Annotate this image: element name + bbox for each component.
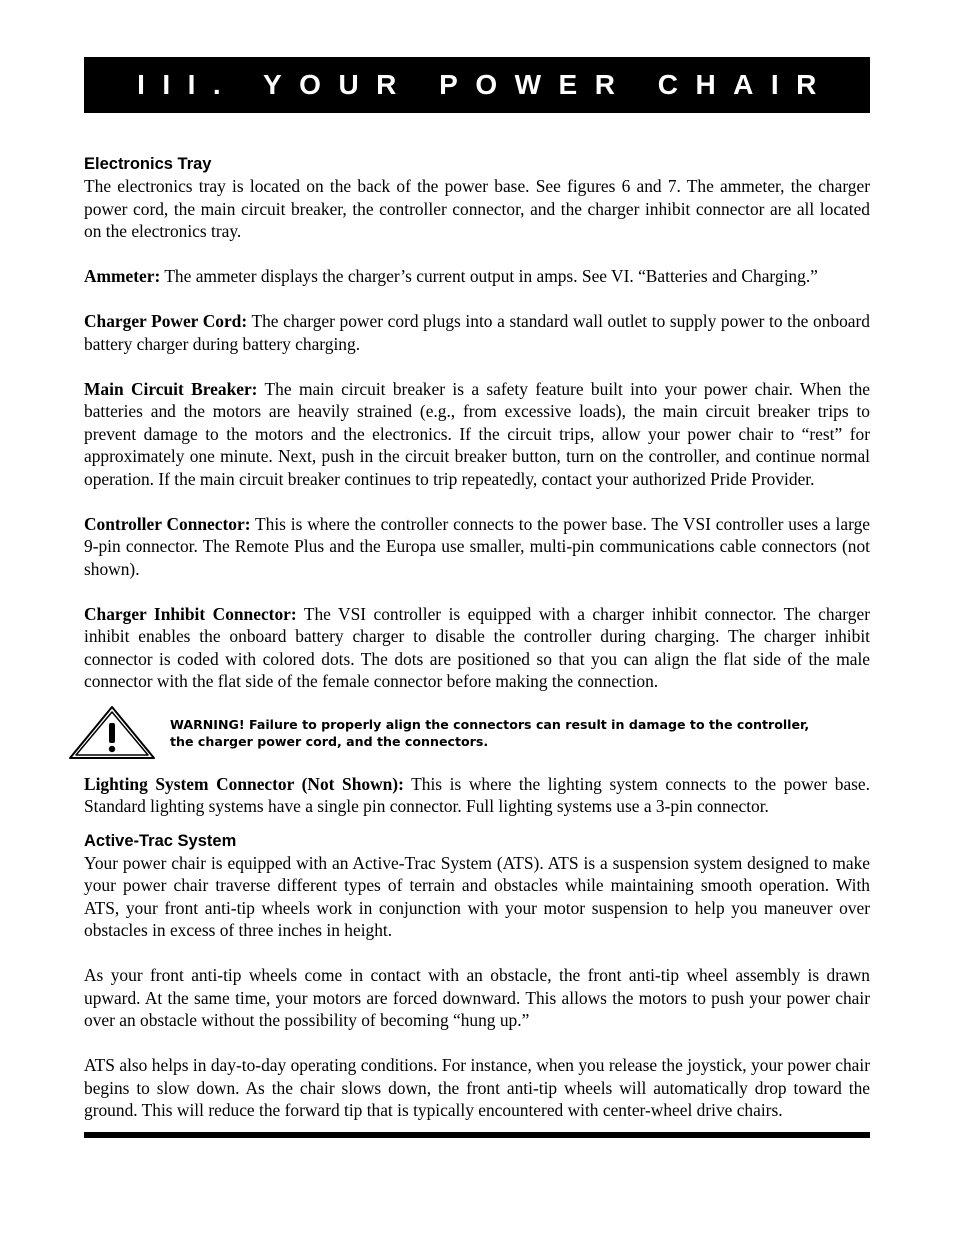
lighting-system-connector-paragraph: Lighting System Connector (Not Shown): This is where the lighting system connects to the power base. Standard lighting systems have a single pin connector. Full lighting systems use a 3-pin connector. [84, 773, 870, 816]
controller-connector-paragraph: Controller Connector: This is where the controller connects to the power base. The VSI controller uses a large 9-pin connector. The Remote Plus and the Europa use smaller, multi-pin communications cable connectors (not shown). [84, 513, 870, 579]
warning-box [84, 705, 870, 761]
ats-paragraph-3: ATS also helps in day-to-day operating conditions. For instance, when you release the joystick, your power chair begins to slow down. As the chair slows down, the front anti-tip wheels will automatically drop toward the ground. This will reduce the forward tip that is typically encountered with center-wheel drive chairs. [84, 1055, 870, 1120]
ammeter-paragraph: Ammeter: The ammeter displays the charger’s current output in amps. See VI. “Batteries and Charging.” [84, 266, 818, 286]
section-title: III. YOUR POWER CHAIR [137, 69, 834, 100]
charger-inhibit-connector-paragraph: Charger Inhibit Connector: The VSI controller is equipped with a charger inhibit connector. The charger inhibit enables the onboard battery charger to disable the controller during charging. The charger inhibit connector is coded with colored dots. The dots are positioned so that you can align the flat side of the male connector with the flat side of the female connector before making the connection. [84, 603, 870, 691]
ats-paragraph-1: Your power chair is equipped with an Active-Trac System (ATS). ATS is a suspension system designed to make your power chair traverse different types of terrain and obstacles while maintaining smooth operation. With ATS, your front anti-tip wheels work in conjunction with your motor suspension to help you maneuver over obstacles in excess of three inches in height. [84, 852, 870, 940]
electronics-tray-intro: The electronics tray is located on the back of the power base. See figures 6 and 7. The ammeter, the charger power cord, the main circuit breaker, the controller connector, and the charger inhibit connector are all located on the electronics tray. [84, 176, 870, 241]
main-circuit-breaker-paragraph: Main Circuit Breaker: The main circuit breaker is a safety feature built into your power chair. When the batteries and the motors are heavily strained (e.g., from excessive loads), the main circuit breaker trips to prevent damage to the motors and the electronics. If the circuit trips, allow your power chair to “rest” for approximately one minute. Next, push in the circuit breaker button, turn on the controller, and continue normal operation. If the main circuit breaker continues to trip repeatedly, contact your authorized Pride Provider. [84, 378, 871, 489]
warning-triangle-icon [68, 705, 156, 761]
manual-page [84, 57, 870, 1138]
electronics-tray-heading: Electronics Tray [84, 155, 212, 173]
bottom-rule [84, 1132, 870, 1138]
charger-power-cord-paragraph: Charger Power Cord: The charger power cord plugs into a standard wall outlet to supply power to the onboard battery charger during battery charging. [84, 311, 870, 354]
section-banner [84, 57, 870, 113]
ats-paragraph-2: As your front anti-tip wheels come in contact with an obstacle, the front anti-tip wheel assembly is drawn upward. At the same time, your motors are forced downward. This allows the motors to push your power chair over an obstacle without the possibility of becoming “hung up.” [84, 965, 870, 1030]
warning-text: WARNING! Failure to properly align the connectors can result in damage to the controller, the charger power cord, and the connectors. [170, 716, 810, 749]
active-trac-heading: Active-Trac System [84, 831, 237, 850]
